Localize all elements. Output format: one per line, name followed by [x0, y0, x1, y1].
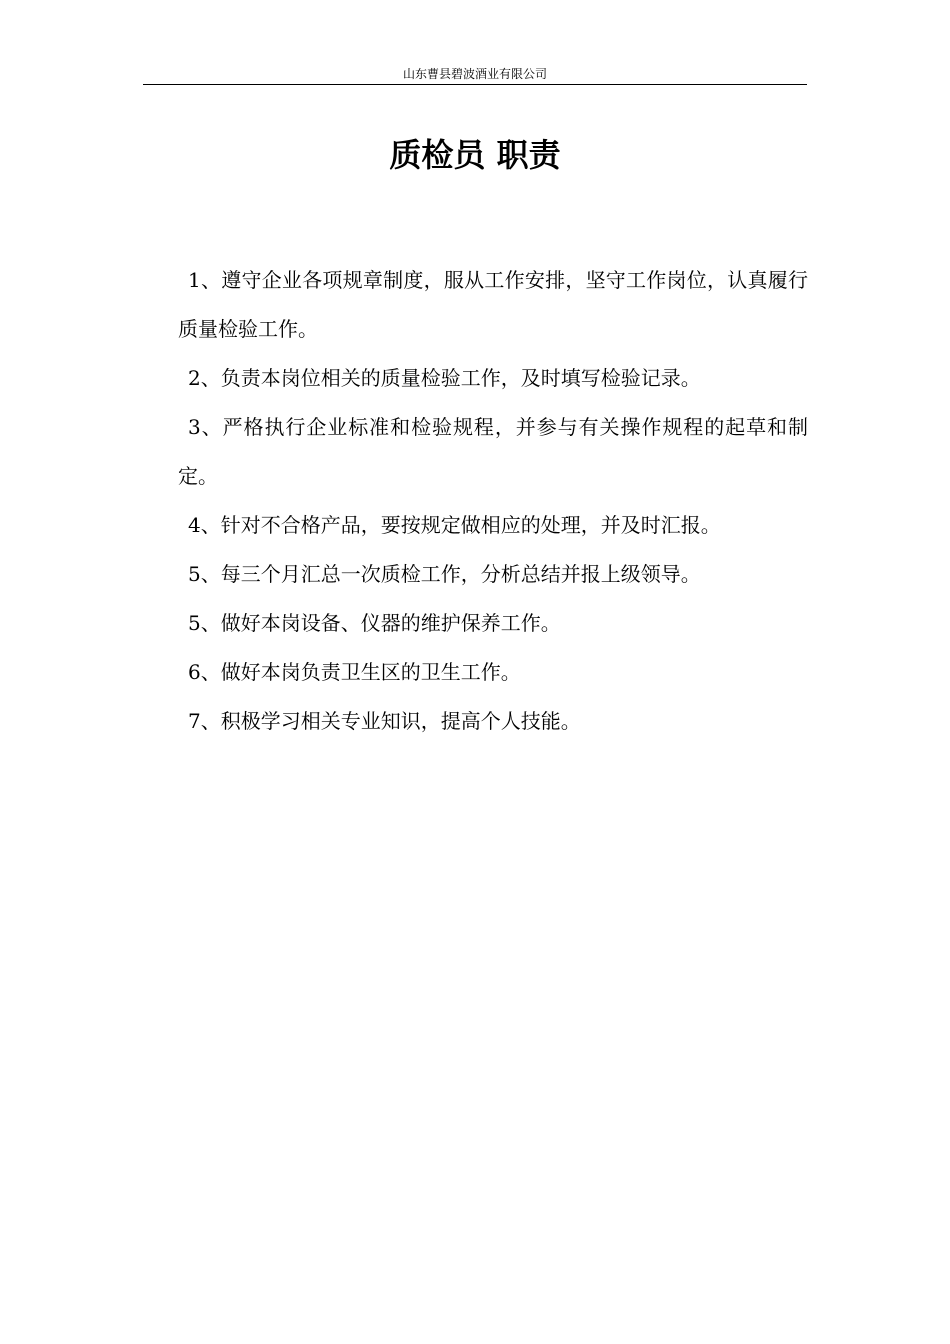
duty-item-4: 4、针对不合格产品，要按规定做相应的处理，并及时汇报。	[188, 513, 721, 537]
duty-item-8: 7、积极学习相关专业知识，提高个人技能。	[188, 709, 581, 733]
duty-item-7: 6、做好本岗负责卫生区的卫生工作。	[188, 660, 521, 684]
duty-item-5: 5、每三个月汇总一次质检工作，分析总结并报上级领导。	[188, 562, 701, 586]
duty-item-2: 2、负责本岗位相关的质量检验工作，及时填写检验记录。	[188, 366, 701, 390]
page-header	[143, 64, 807, 85]
duty-item-6: 5、做好本岗设备、仪器的维护保养工作。	[188, 611, 561, 635]
company-name: 山东曹县碧波酒业有限公司	[402, 67, 547, 81]
duty-item-1: 1、遵守企业各项规章制度，服从工作安排，坚守工作岗位，认真履行质量检验工作。	[178, 268, 808, 341]
duty-list	[178, 256, 808, 746]
duty-item-3: 3、严格执行企业标准和检验规程，并参与有关操作规程的起草和制定。	[178, 415, 808, 488]
document-title: 质检员 职责	[389, 136, 561, 174]
